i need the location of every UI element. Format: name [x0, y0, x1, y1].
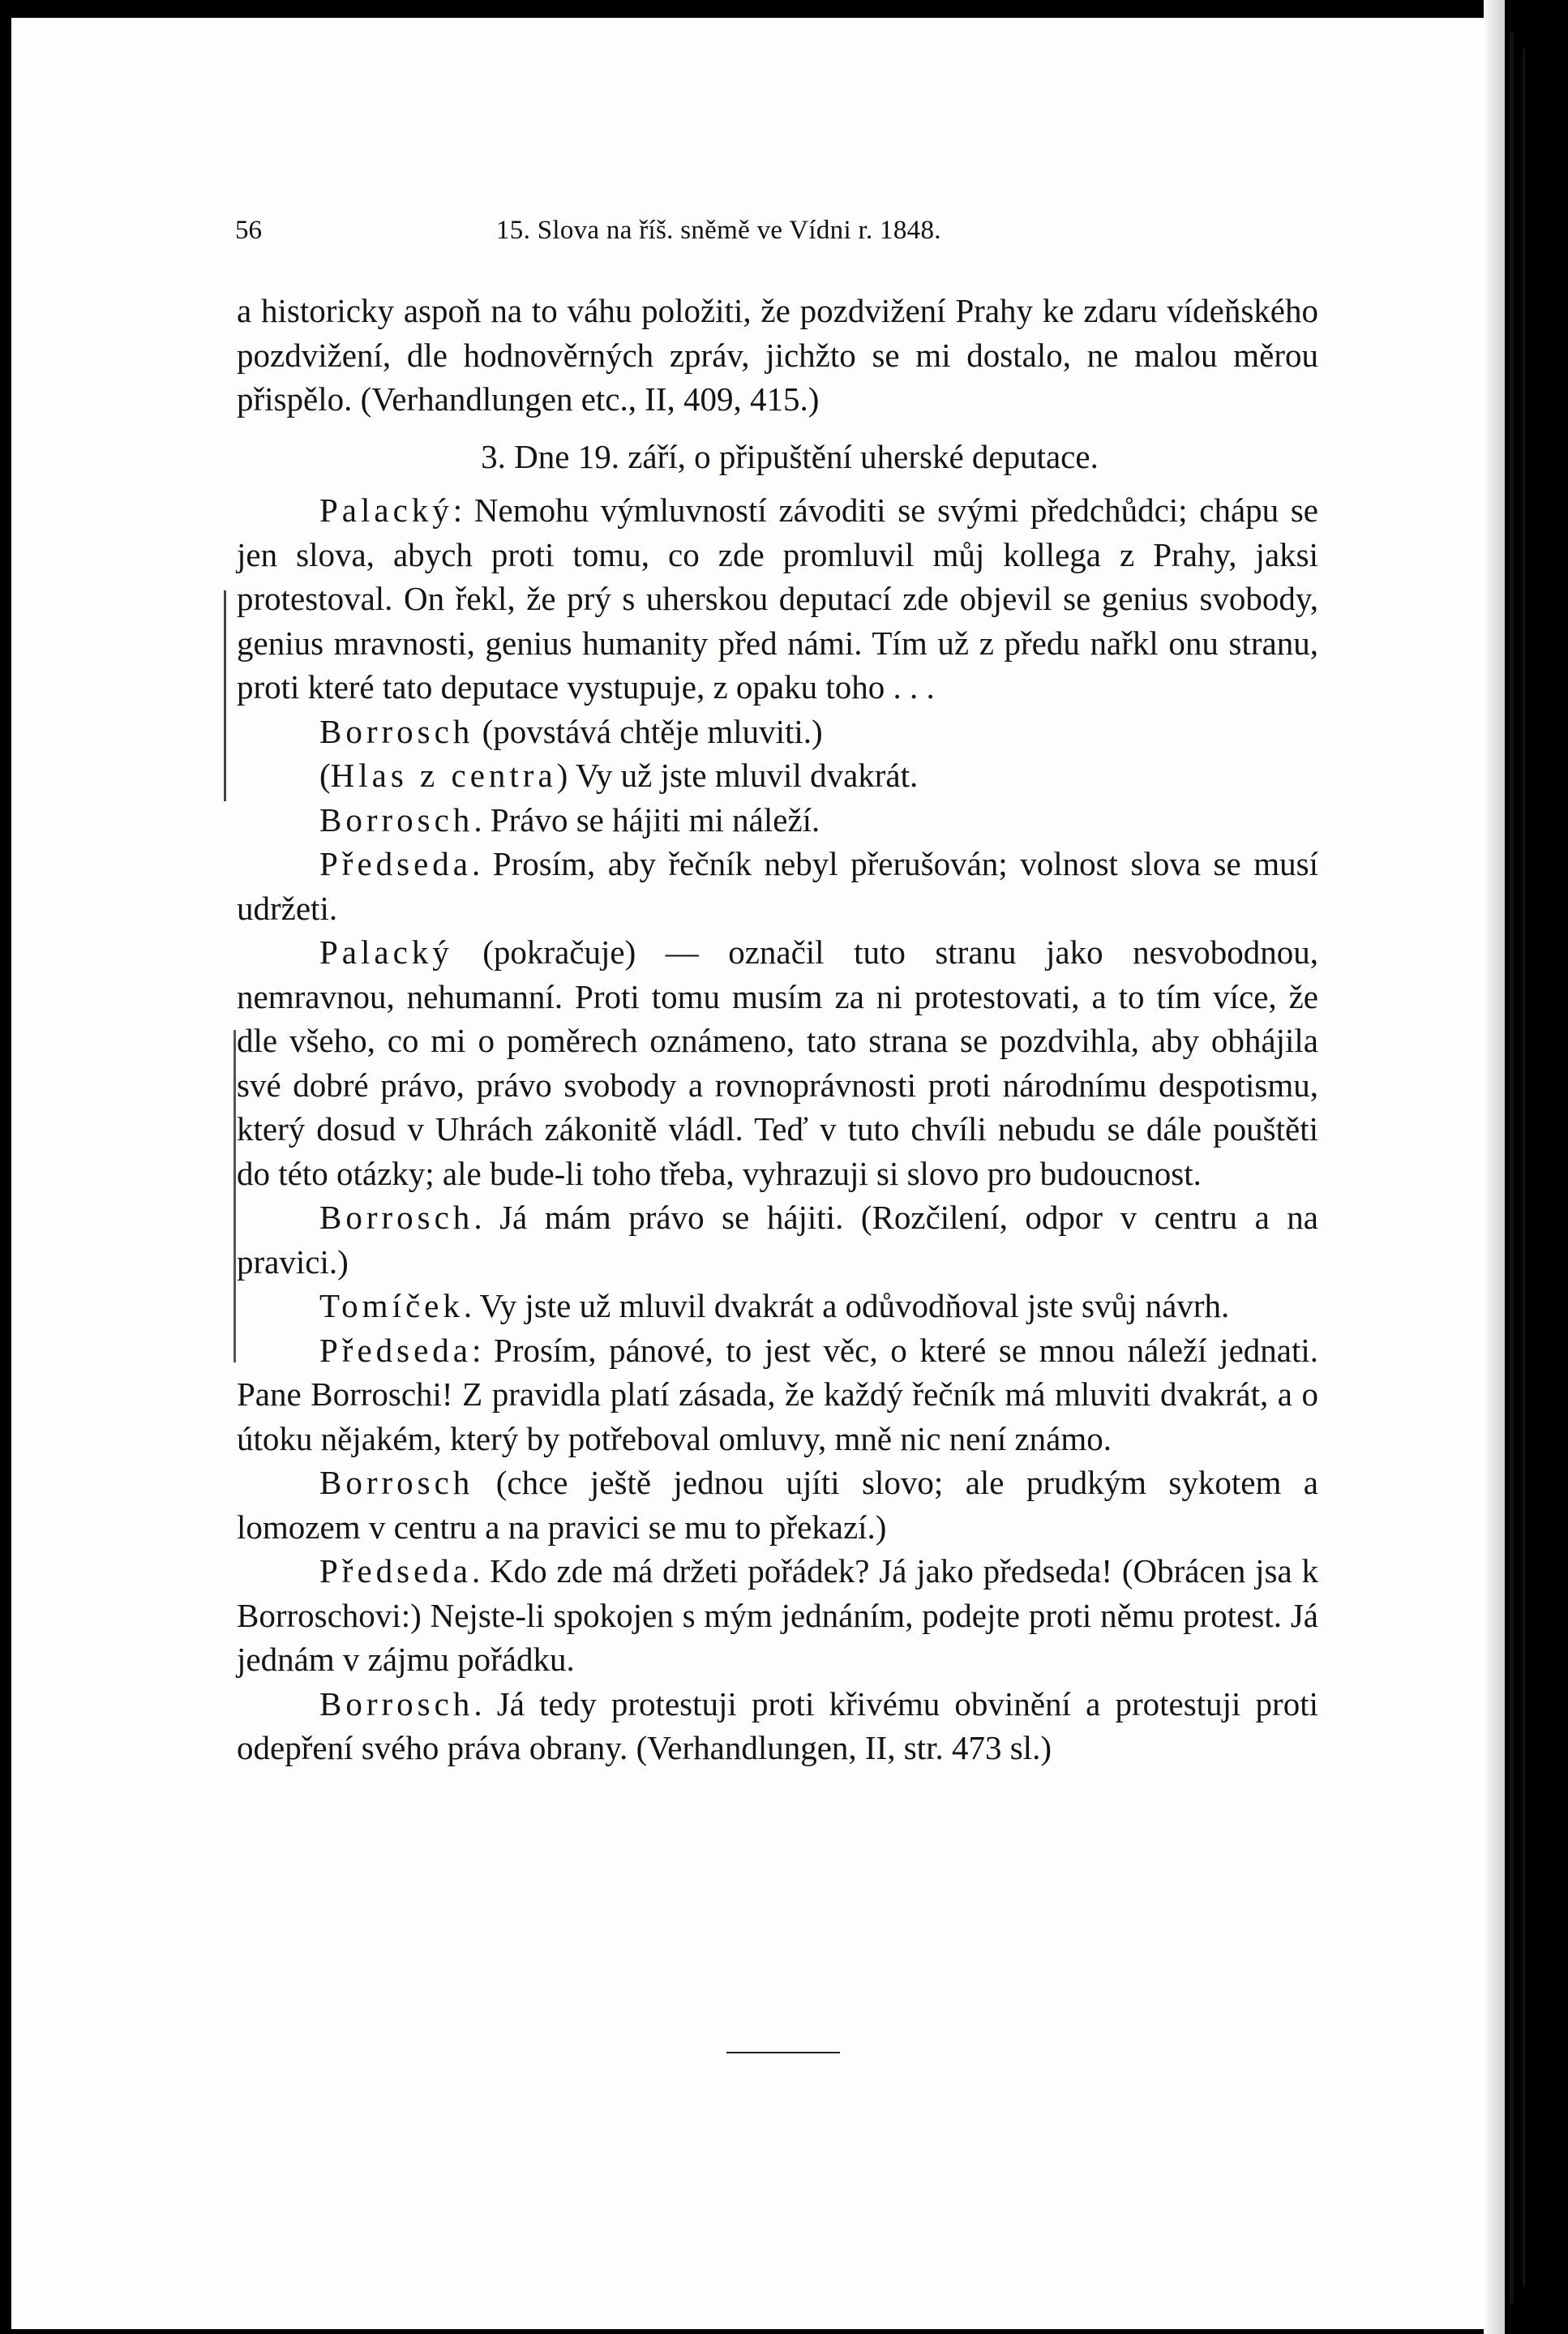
paragraph-continuation [237, 289, 1318, 422]
speaker-name: Borrosch [319, 800, 474, 839]
end-rule [726, 2052, 840, 2053]
speaker-name: Hlas z centra [330, 757, 557, 794]
speaker-name: Předseda [319, 845, 473, 882]
speech-text: . Já mám právo se hájiti. (Rozčilení, odpor v centru a na pravici.) [237, 1199, 1318, 1281]
speech-text: . Prosím, aby řečník nebyl přerušován; volnost slova se musí udržeti. [237, 845, 1318, 927]
speech-paragraph [237, 1682, 1318, 1770]
speech-text: . Kdo zde má držeti pořádek? Já jako předseda! (Obrácen jsa k Borroschovi:) Nejste-li spokojen s mým jednáním, podejte proti němu protest. Já jednám v zájmu pořádku. [237, 1552, 1318, 1678]
speech-text: (pokračuje) — označil tuto stranu jako nesvobodnou, nemravnou, nehumanní. Proti tomu musím za ni protestovati, a to tím více, že dle všeho, co mi o poměrech oznámeno, tato strana se pozdvihla, aby obhájila své dobré právo, právo svobody a rovnoprávnosti proti národnímu despotismu, který dosud v Uhrách zákonitě vládl. Teď v tuto chvíli nebudu se dále pouštěti do této otázky; ale bude-li toho třeba, vyhrazuji si slovo pro budoucnost. [237, 933, 1318, 1192]
section-heading: 3. Dne 19. září, o připuštění uherské deputace. [481, 437, 1099, 475]
scan-edge-line-inner [1523, 49, 1525, 2287]
speech-paragraph [237, 753, 1318, 798]
speech-prefix: ( [319, 757, 331, 794]
page-edge-shadow [1484, 0, 1505, 2334]
speech-paragraph [237, 1328, 1318, 1461]
body-text [237, 289, 1318, 1770]
speaker-name: Borrosch [319, 1464, 474, 1501]
speech-paragraph [237, 1461, 1318, 1549]
paragraph-text: a historicky aspoň na to váhu položiti, že pozdvižení Prahy ke zdaru vídeňského pozdvižení, dle hodnověrných zpráv, jichžto se mi dostalo, ne malou měrou přispělo. (Verhandlungen etc., II, 409, 415.) [237, 292, 1318, 418]
speech-paragraph [237, 1195, 1318, 1284]
speaker-name: Palacký [319, 933, 453, 971]
speech-paragraph [237, 488, 1318, 710]
speech-paragraph [237, 1284, 1318, 1328]
running-title: 15. Slova na říš. sněmě ve Vídni r. 1848. [496, 216, 941, 245]
speaker-name: Borrosch [319, 1199, 474, 1236]
speech-text: (povstává chtěje mluviti.) [473, 712, 823, 750]
speech-paragraph [237, 1549, 1318, 1682]
speech-text: ) Vy už jste mluvil dvakrát. [556, 757, 919, 794]
speech-text: . Právo se hájiti mi náleží. [473, 800, 820, 839]
speech-text: (chce ještě jednou ujíti slovo; ale prudkým sykotem a lomozem v centru a na pravici se mu to překazí.) [237, 1464, 1318, 1546]
speaker-name: Tomíček [319, 1287, 464, 1324]
speech-paragraph [237, 930, 1318, 1195]
speaker-name: Borrosch [319, 1684, 474, 1723]
speaker-name: Borrosch [319, 712, 474, 750]
speech-paragraph [237, 710, 1318, 754]
speaker-name: Předseda [319, 1552, 473, 1590]
speaker-name: Palacký [319, 491, 453, 529]
speech-text: : Nemohu výmluvností závoditi se svými předchůdci; chápu se jen slova, abych proti tomu, co zde promluvil můj kollega z Prahy, jaksi protestoval. On řekl, že prý s uherskou deputací zde objevil se genius svobody, genius mravnosti, genius humanity před námi. Tím už z předu nařkl onu stranu, proti které tato deputace vystupuje, z opaku toho . . . [237, 491, 1318, 706]
speech-paragraph [237, 798, 1318, 843]
speech-paragraph [237, 842, 1318, 930]
margin-mark [233, 1030, 236, 1362]
speech-text: : Prosím, pánové, to jest věc, o které se mnou náleží jednati. Pane Borroschi! Z pravidla platí zásada, že každý řečník má mluviti dvakrát, a o útoku nějakém, který by potřeboval omluvy, mně nic není známo. [237, 1331, 1318, 1457]
margin-mark [224, 590, 226, 801]
scan-edge-line [1510, 32, 1514, 2303]
page-number: 56 [235, 216, 262, 245]
speech-text: . Já tedy protestuji proti křivému obvinění a protestuji proti odepření svého práva obrany. (Verhandlungen, II, str. 473 sl.) [237, 1684, 1318, 1766]
speaker-name: Předseda [319, 1331, 473, 1369]
speech-text: . Vy jste už mluvil dvakrát a odůvodňoval jste svůj návrh. [463, 1287, 1230, 1324]
